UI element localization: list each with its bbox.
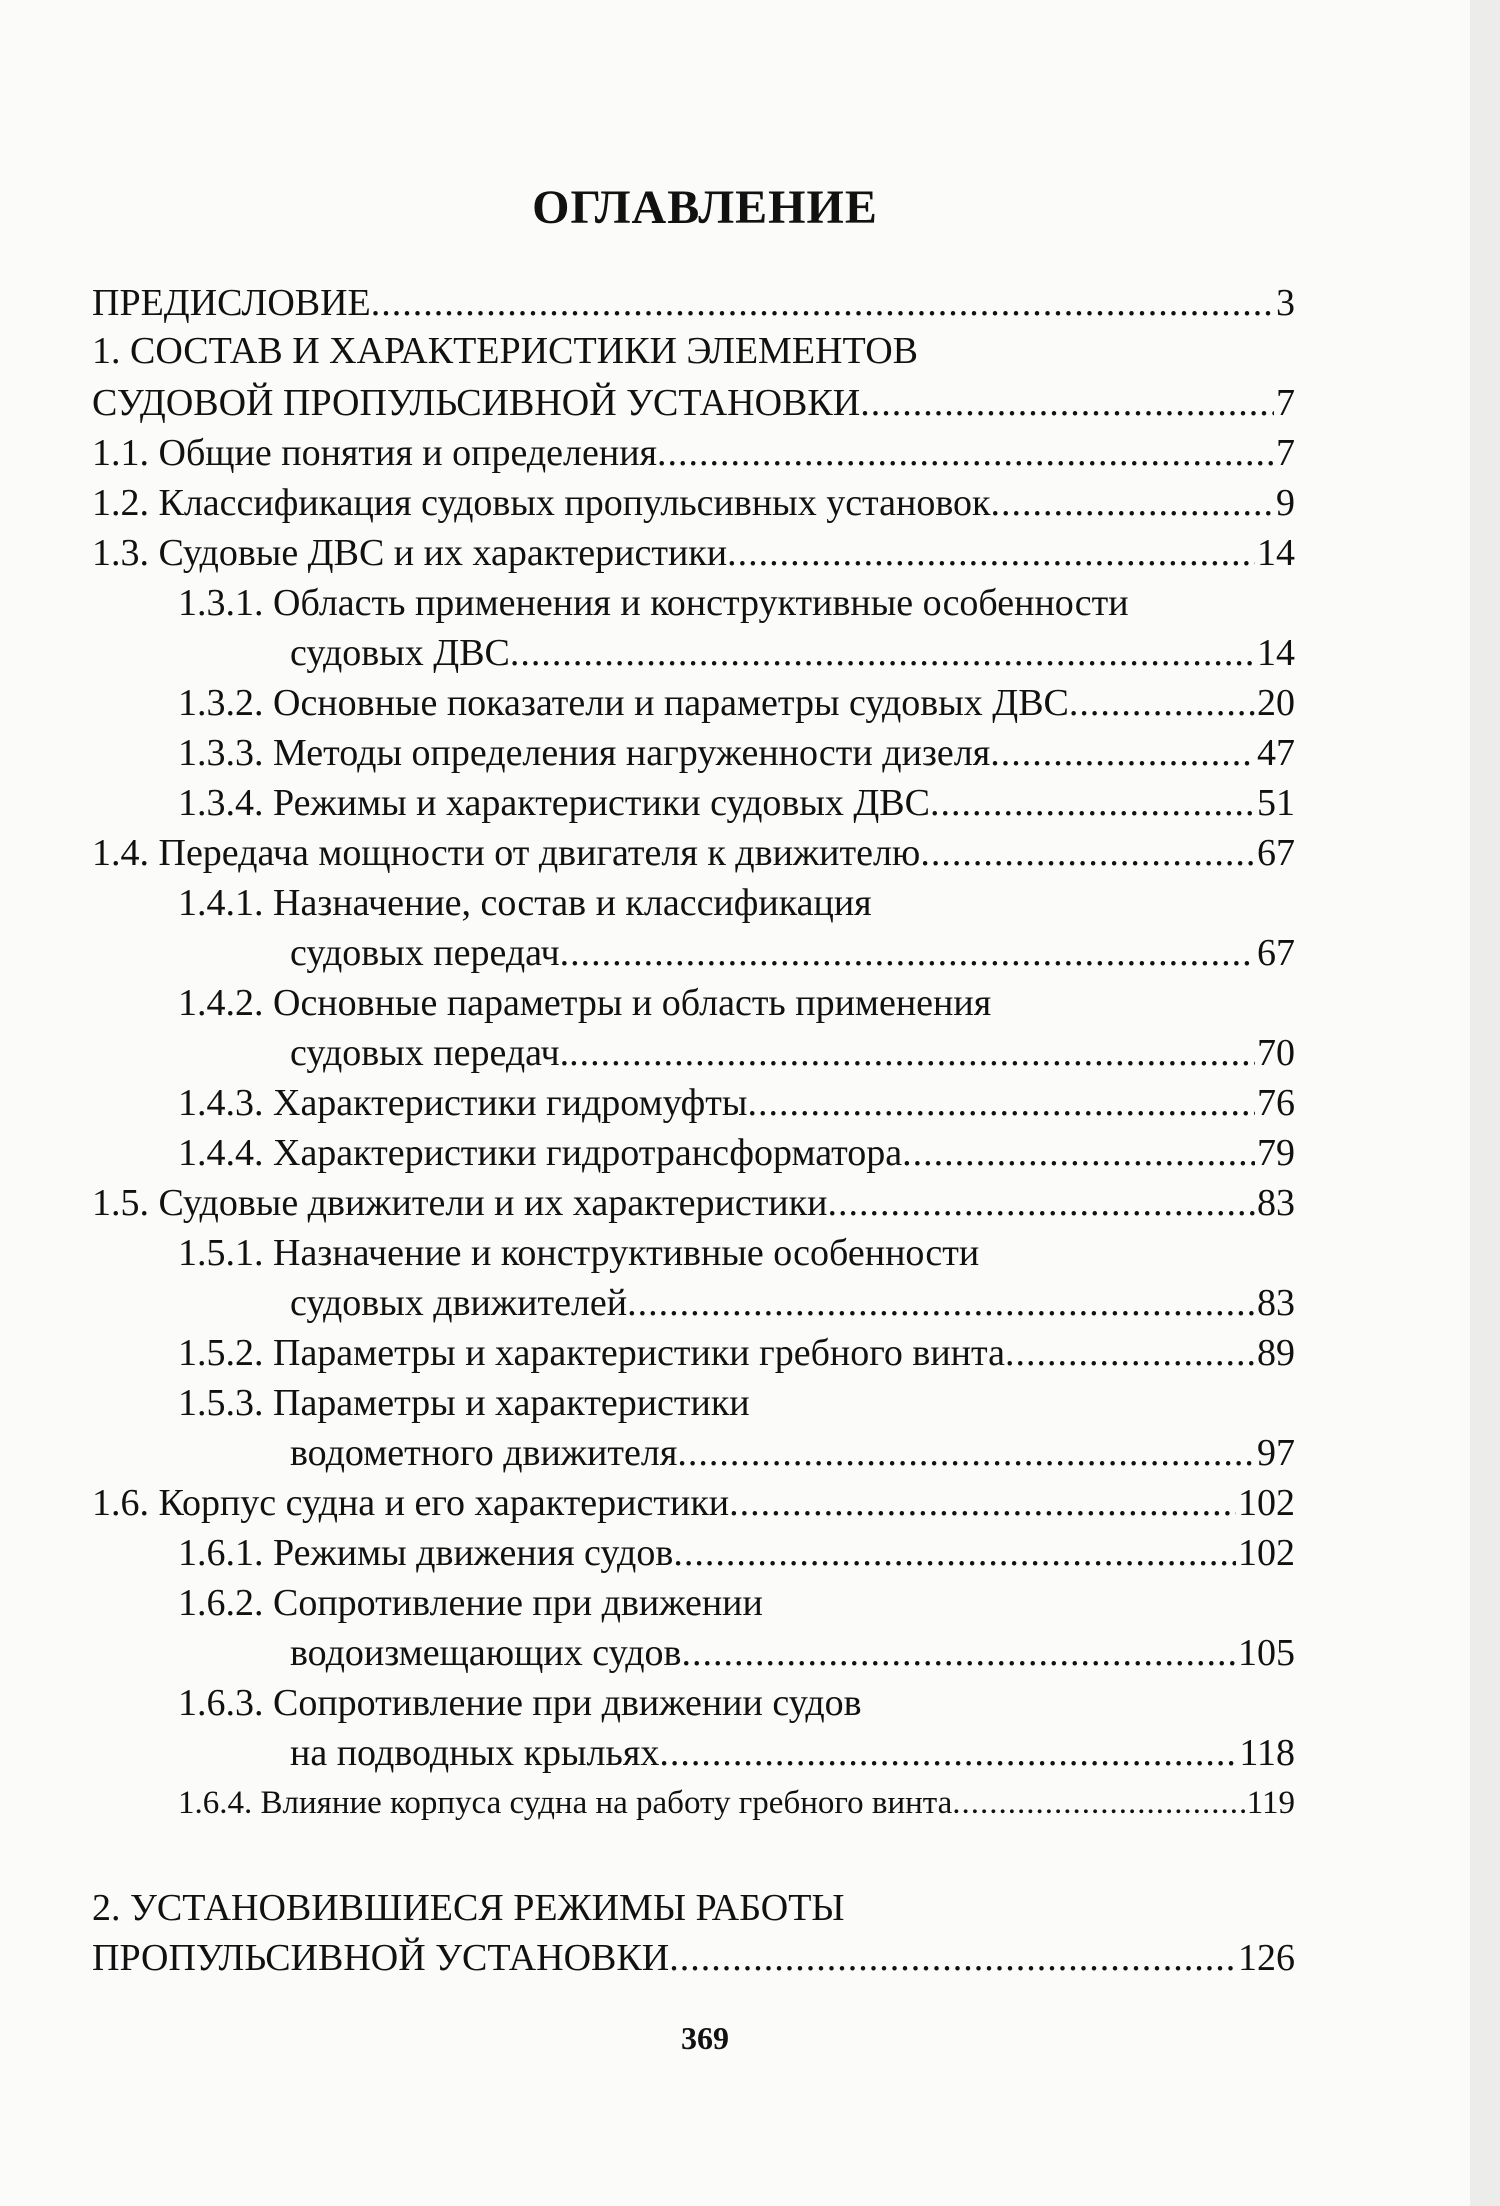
leader-dots — [657, 428, 1274, 478]
leader-dots — [627, 1278, 1255, 1328]
toc-entry — [92, 528, 1295, 578]
toc-entry — [92, 1933, 1295, 1983]
toc-entry-line1: 1.4.2. Основные параметры и область применения — [178, 982, 992, 1024]
page-edge — [1470, 0, 1500, 2206]
toc-entry-label: ПРОПУЛЬСИВНОЙ УСТАНОВКИ — [92, 1937, 670, 1979]
toc-entry — [92, 1478, 1295, 1528]
toc-entry-label: 1.5.2. Параметры и характеристики гребного винта — [178, 1332, 1005, 1374]
toc-entry — [290, 928, 1295, 978]
toc-entry-label: судовых ДВС — [290, 632, 510, 674]
leader-dots — [952, 1778, 1244, 1828]
toc-entry — [290, 1028, 1295, 1078]
page-number: 369 — [681, 2020, 729, 2056]
toc-entry-line1: 1.5.1. Назначение и конструктивные особенности — [178, 1232, 980, 1274]
toc-entry-label: 1.3. Судовые ДВС и их характеристики — [92, 532, 728, 574]
toc-entry-page: 70 — [1257, 1032, 1295, 1074]
toc-entry-line1: 1.6.3. Сопротивление при движении судов — [178, 1682, 862, 1724]
toc-entry-page: 20 — [1257, 682, 1295, 724]
toc-entry-page: 7 — [1276, 432, 1295, 474]
toc-entry-page: 119 — [1246, 1785, 1295, 1821]
leader-dots — [902, 1128, 1255, 1178]
toc-entry-label: судовых движителей — [290, 1282, 628, 1324]
toc-entry-label: водометного движителя — [290, 1432, 678, 1474]
leader-dots — [569, 1028, 1255, 1078]
toc-entry — [178, 728, 1295, 778]
toc-entry-label: судовых передач. — [290, 1032, 570, 1074]
toc-entry-page: 7 — [1276, 382, 1295, 424]
toc-entry-label: СУДОВОЙ ПРОПУЛЬСИВНОЙ УСТАНОВКИ — [92, 382, 861, 424]
toc-entry — [178, 1328, 1295, 1378]
toc-entry-page: 51 — [1257, 782, 1295, 824]
toc-entry-page: 67 — [1257, 832, 1295, 874]
leader-dots — [860, 378, 1274, 428]
leader-dots — [990, 478, 1274, 528]
toc-entry-page: 76 — [1257, 1082, 1295, 1124]
toc-entry-line1: 2. УСТАНОВИВШИЕСЯ РЕЖИМЫ РАБОТЫ — [92, 1887, 845, 1929]
toc-entry — [290, 628, 1295, 678]
toc-entry — [290, 1628, 1295, 1678]
toc-entry — [92, 828, 1295, 878]
toc-entry-label: ПРЕДИСЛОВИЕ — [92, 282, 371, 324]
toc-entry-label: 1.3.3. Методы определения нагруженности дизеля — [178, 732, 991, 774]
toc-entry-label: 1.2. Классификация судовых пропульсивных установок — [92, 482, 991, 524]
leader-dots — [920, 828, 1255, 878]
leader-dots — [1069, 678, 1255, 728]
toc-entry — [290, 1278, 1295, 1328]
leader-dots — [1005, 1328, 1255, 1378]
leader-dots — [729, 1478, 1236, 1528]
toc-entry — [290, 1428, 1295, 1478]
leader-dots — [677, 1428, 1255, 1478]
leader-dots — [510, 628, 1255, 678]
toc-entry — [290, 1728, 1295, 1778]
toc-entry-label: 1.3.2. Основные показатели и параметры судовых ДВС — [178, 682, 1069, 724]
toc-entry — [178, 678, 1295, 728]
leader-dots — [673, 1528, 1236, 1578]
toc-entry-page: 102 — [1238, 1532, 1295, 1574]
leader-dots — [727, 528, 1255, 578]
toc-entry — [92, 1178, 1295, 1228]
toc-entry-label: 1.4.4. Характеристики гидротрансформатора — [178, 1132, 903, 1174]
toc-entry-page: 105 — [1238, 1632, 1295, 1674]
toc-entry-page: 83 — [1257, 1282, 1295, 1324]
toc-entry-line1: 1.6.2. Сопротивление при движении — [178, 1582, 763, 1624]
toc-entry-page: 118 — [1239, 1732, 1295, 1774]
toc-entry-page: 14 — [1257, 532, 1295, 574]
toc-entry-label: 1.4. Передача мощности от двигателя к движителю — [92, 832, 921, 874]
toc-entry — [92, 478, 1295, 528]
toc-entry-page: 89 — [1257, 1332, 1295, 1374]
toc-entry-label: 1.4.3. Характеристики гидромуфты — [178, 1082, 748, 1124]
leader-dots — [560, 928, 1255, 978]
leader-dots — [930, 778, 1255, 828]
toc-entry-label: 1.6.4. Влияние корпуса судна на работу гребного винта — [178, 1785, 953, 1821]
leader-dots — [371, 278, 1274, 328]
toc-entry-page: 97 — [1257, 1432, 1295, 1474]
toc-entry-line1: 1. СОСТАВ И ХАРАКТЕРИСТИКИ ЭЛЕМЕНТОВ — [92, 330, 918, 372]
toc-entry — [92, 278, 1295, 328]
toc-entry — [178, 1528, 1295, 1578]
leader-dots — [669, 1933, 1236, 1983]
toc-entry — [178, 1078, 1295, 1128]
toc-entry-line1: 1.4.1. Назначение, состав и классификация — [178, 882, 872, 924]
toc-entry-page: 9 — [1276, 482, 1295, 524]
toc-entry-label: судовых передач — [290, 932, 560, 974]
toc-entry-page: 3 — [1276, 282, 1295, 324]
toc-entry-label: 1.1. Общие понятия и определения — [92, 432, 658, 474]
toc-entry-label: 1.3.4. Режимы и характеристики судовых ДВС — [178, 782, 931, 824]
toc-entry-label: 1.6. Корпус судна и его характеристики — [92, 1482, 730, 1524]
toc-entry-page: 67 — [1257, 932, 1295, 974]
toc-entry — [92, 378, 1295, 428]
toc-entry — [178, 1128, 1295, 1178]
toc-entry-line1: 1.3.1. Область применения и конструктивные особенности — [178, 582, 1129, 624]
toc-title: ОГЛАВЛЕНИЕ — [532, 181, 878, 234]
toc-entry-page: 83 — [1257, 1182, 1295, 1224]
toc-entry — [92, 428, 1295, 478]
leader-dots — [747, 1078, 1255, 1128]
toc-entry-label: 1.5. Судовые движители и их характеристики — [92, 1182, 828, 1224]
toc-entry — [178, 778, 1295, 828]
toc-entry-page: 14 — [1257, 632, 1295, 674]
toc-entry-page: 79 — [1257, 1132, 1295, 1174]
leader-dots — [990, 728, 1255, 778]
toc-entry-page: 126 — [1238, 1937, 1295, 1979]
toc-entry-label: на подводных крыльях — [290, 1732, 660, 1774]
leader-dots — [827, 1178, 1255, 1228]
leader-dots — [682, 1628, 1236, 1678]
leader-dots — [659, 1728, 1237, 1778]
toc-entry-label: водоизмещающих судов — [290, 1632, 682, 1674]
toc-entry-line1: 1.5.3. Параметры и характеристики — [178, 1382, 750, 1424]
toc-entry-page: 102 — [1238, 1482, 1295, 1524]
toc-entry-label: 1.6.1. Режимы движения судов — [178, 1532, 674, 1574]
toc-entry — [178, 1778, 1295, 1828]
toc-entry-page: 47 — [1257, 732, 1295, 774]
